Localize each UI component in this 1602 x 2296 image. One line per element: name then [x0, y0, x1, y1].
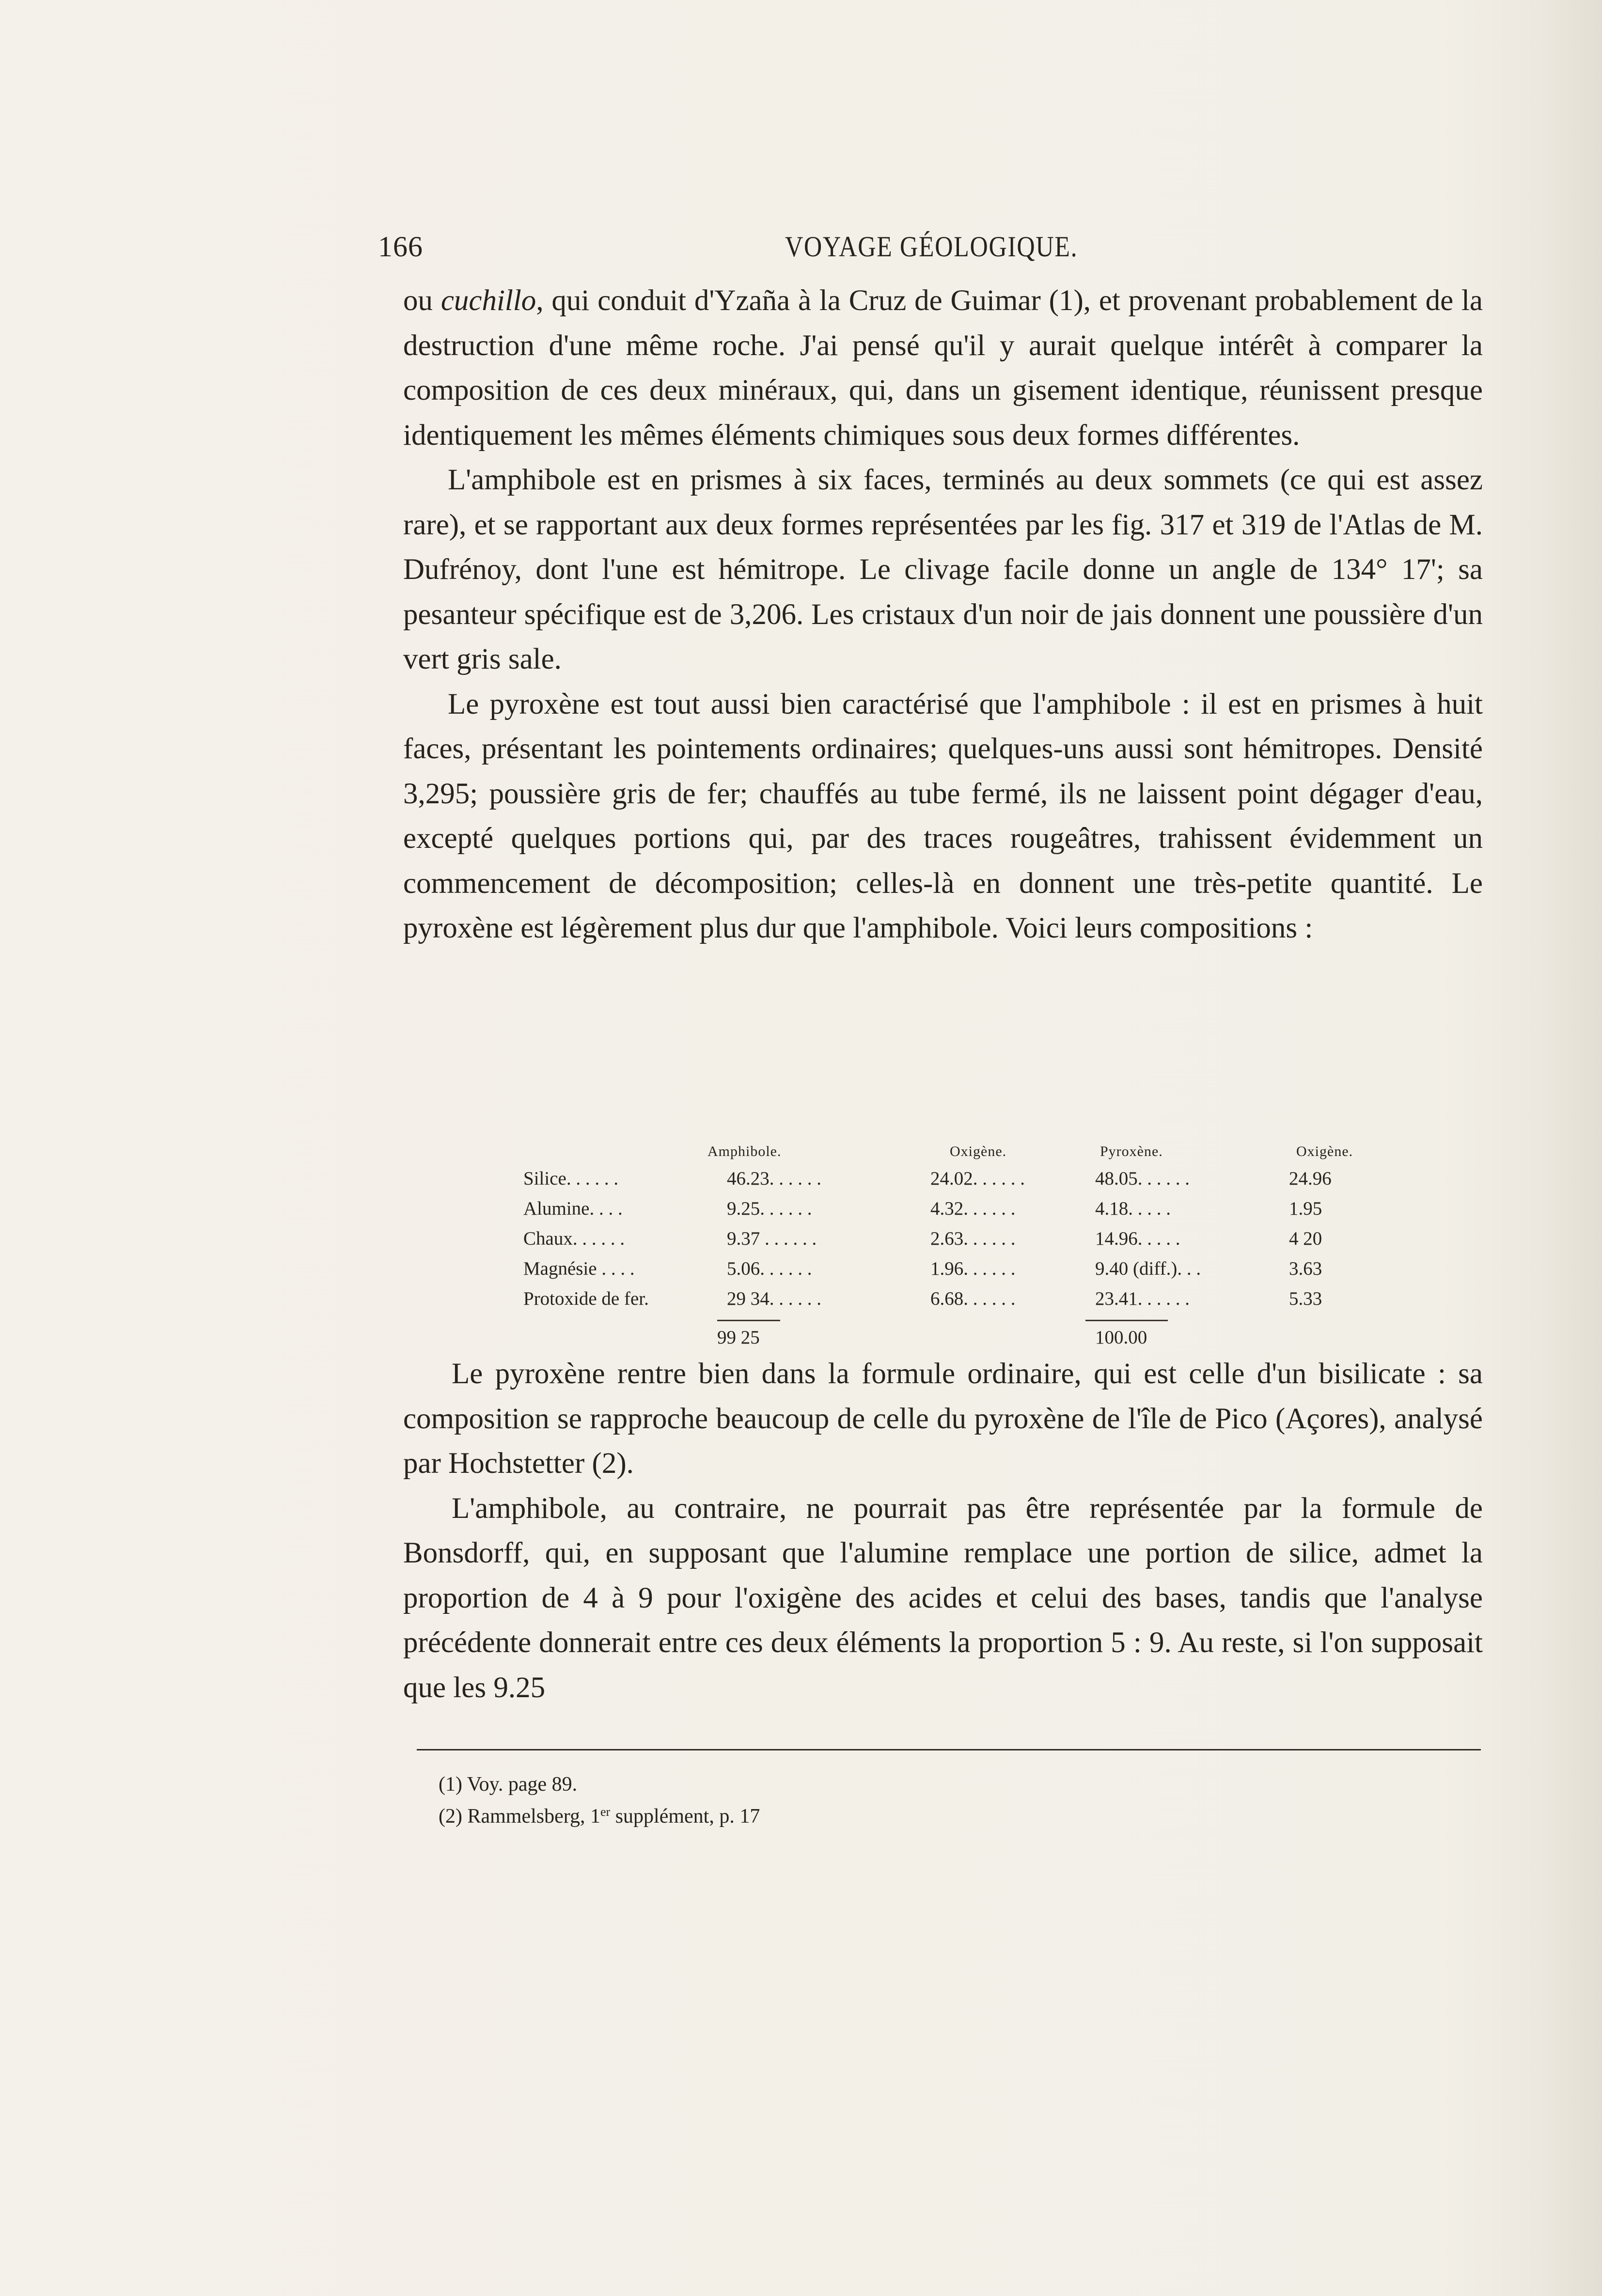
- footnotes: [439, 1768, 760, 1832]
- footnote-1: (1) Voy. page 89.: [439, 1773, 578, 1796]
- table-totals: [523, 1318, 1376, 1352]
- total-rule-amphibole: [717, 1320, 780, 1321]
- running-head: VOYAGE GÉOLOGIQUE.: [785, 231, 1078, 263]
- body-text-top: [403, 279, 1483, 951]
- page-header: [378, 230, 1488, 283]
- paragraph-pyroxene: Le pyroxène est tout aussi bien caractérisé que l'amphibole : il est en prismes à huit faces, présentant les pointements ordinaires; quelques-uns aussi sont hémitropes. Densité 3,295; poussière gris de fer; chauffés au tube fermé, ils ne laissent point dégager d'eau, excepté quelques portions qui, par des traces rougeâtres, trahissent évidemment un commencement de décomposition; celles-là en donnent une très-petite quantité. Le pyroxène est légèrement plus dur que l'amphibole. Voici leurs compositions :: [403, 687, 1483, 944]
- table-row: Chaux. . . . . . 9.37 . . . . . . 2.63. . . . . . 14.96. . . . . 4 20: [523, 1228, 1322, 1249]
- footnote-rule: [417, 1749, 1481, 1750]
- header-oxigene-1: Oxigène.: [950, 1143, 1007, 1159]
- header-oxigene-2: Oxigène.: [1296, 1143, 1353, 1159]
- total-pyroxene: 100.00: [1095, 1327, 1147, 1348]
- paragraph-continuation: ou cuchillo, qui conduit d'Yzaña à la Cruz de Guimar (1), et provenant probablement de la destruction d'une même roche. J'ai pensé qu'il y aurait quelque intérêt à comparer la composition de ces deux minéraux, qui, dans un gisement identique, réunissent presque identiquement les mêmes éléments chimiques sous deux formes différentes.: [403, 284, 1483, 452]
- paragraph-amphibole: L'amphibole est en prismes à six faces, terminés au deux sommets (ce qui est assez rare), et se rapportant aux deux formes représentées par les fig. 317 et 319 de l'Atlas de M. Dufrénoy, dont l'une est hémitrope. Le clivage facile donne un angle de 134° 17'; sa pesanteur spécifique est de 3,206. Les cristaux d'un noir de jais donnent une poussière d'un vert gris sale.: [403, 464, 1483, 675]
- paragraph-formula: Le pyroxène rentre bien dans la formule ordinaire, qui est celle d'un bisilicate : sa composition se rapproche beaucoup de celle du pyroxène de l'île de Pico (Açores), analysé par Hochstetter (2).: [403, 1358, 1483, 1480]
- italic-term: cuchillo: [440, 284, 536, 317]
- header-amphibole: Amphibole.: [707, 1143, 782, 1159]
- page-number: 166: [378, 231, 423, 263]
- table-row: Protoxide de fer. 29 34. . . . . . 6.68. . . . . . 23.41. . . . . . 5.33: [523, 1288, 1322, 1309]
- paragraph-bonsdorff: L'amphibole, au contraire, ne pourrait pas être représentée par la formule de Bonsdorff, qui, en supposant que l'alumine remplace une portion de silice, admet la proportion de 4 à 9 pour l'oxigène des acides et celui des bases, tandis que l'analyse précédente donnerait entre ces deux éléments la proportion 5 : 9. Au reste, si l'on supposait que les 9.25: [403, 1492, 1483, 1704]
- total-rule-pyroxene: [1085, 1320, 1168, 1321]
- total-amphibole: 99 25: [717, 1327, 760, 1348]
- table-row: Silice. . . . . . 46.23. . . . . . 24.02. . . . . . 48.05. . . . . . 24.96: [523, 1168, 1332, 1189]
- table-header: [523, 1139, 1376, 1168]
- composition-table: [523, 1139, 1376, 1352]
- footnote-2: (2) Rammelsberg, 1er supplément, p. 17: [439, 1805, 760, 1827]
- table-row: Magnésie . . . . 5.06. . . . . . 1.96. . . . . . 9.40 (diff.). . . 3.63: [523, 1258, 1322, 1279]
- table-row: Alumine. . . . 9.25. . . . . . 4.32. . . . . . 4.18. . . . . 1.95: [523, 1198, 1322, 1219]
- header-pyroxene: Pyroxène.: [1100, 1143, 1163, 1159]
- body-text-bottom: [403, 1352, 1483, 1710]
